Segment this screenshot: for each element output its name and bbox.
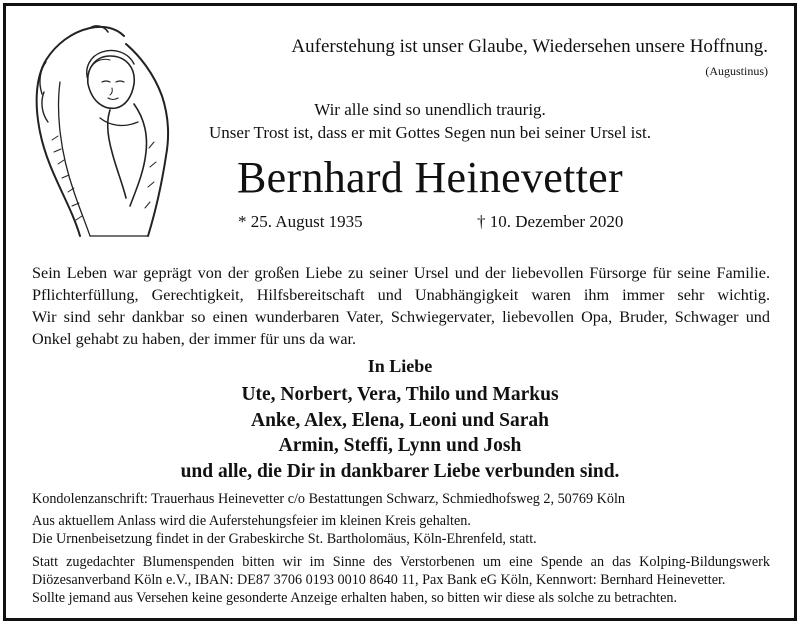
death-date: † 10. Dezember 2020 (477, 212, 624, 231)
condolence-address: Kondolenzanschrift: Trauerhaus Heinevetter c/o Bestattungen Schwarz, Schmiedhofsweg 2, 50769 Köln (32, 491, 625, 507)
mourners-heading: In Liebe (367, 356, 433, 376)
intro-line: Unser Trost ist, dass er mit Gottes Segen nun bei seiner Ursel ist. (209, 123, 651, 142)
hand-holding-child-illustration (30, 22, 180, 244)
ceremony-notice: Aus aktuellem Anlass wird die Auferstehungsfeier im kleinen Kreis gehalten. (32, 513, 471, 530)
biography-paragraph (32, 262, 770, 350)
info-block (32, 490, 770, 607)
birth-date: * 25. August 1935 (238, 212, 363, 231)
intro-text (180, 98, 680, 144)
missed-notice: Sollte jemand aus Versehen keine gesonderte Anzeige erhalten haben, so bitten wir diese als solche zu betrachten. (32, 590, 678, 607)
intro-line: Wir alle sind so unendlich traurig. (314, 100, 546, 119)
deceased-name: Bernhard Heinevetter (237, 153, 623, 202)
donation-bank-details: Diözesanverband Köln e.V., IBAN: DE87 3706 0193 0010 8640 11, Pax Bank eG Köln, Kennwort: Bernhard Heinevetter. (32, 571, 726, 588)
motto-source: (Augustinus) (705, 64, 768, 78)
urn-burial-notice: Die Urnenbeisetzung findet in der Grabeskirche St. Bartholomäus, Köln-Ehrenfeld, statt. (32, 531, 537, 548)
bio-line: Pflichterfüllung, Gerechtigkeit, Hilfsbereitschaft und Unabhängigkeit waren ihm immer sehr wichtig. (32, 286, 770, 304)
motto-quote: Auferstehung ist unser Glaube, Wiedersehen unsere Hoffnung. (291, 36, 768, 57)
bio-line: Wir sind sehr dankbar so einen wunderbaren Vater, Schwiegervater, liebevollen Opa, Bruder, Schwager und (32, 308, 770, 326)
mourners-line: und alle, die Dir in dankbarer Liebe verbunden sind. (180, 460, 620, 482)
mourners-line: Anke, Alex, Elena, Leoni und Sarah (251, 409, 549, 431)
donation-request: Statt zugedachter Blumenspenden bitten wir im Sinne des Verstorbenen um eine Spende an das Kolping-Bildungswerk (32, 553, 770, 570)
mourners-line: Armin, Steffi, Lynn und Josh (278, 435, 522, 456)
mourners-list (100, 382, 700, 484)
bio-line: Onkel gehabt zu haben, der immer für uns da war. (32, 330, 357, 348)
bio-line: Sein Leben war geprägt von der großen Liebe zu seiner Ursel und der liebevollen Fürsorge für seine Familie. (32, 264, 770, 282)
mourners-line: Ute, Norbert, Vera, Thilo und Markus (241, 384, 559, 405)
